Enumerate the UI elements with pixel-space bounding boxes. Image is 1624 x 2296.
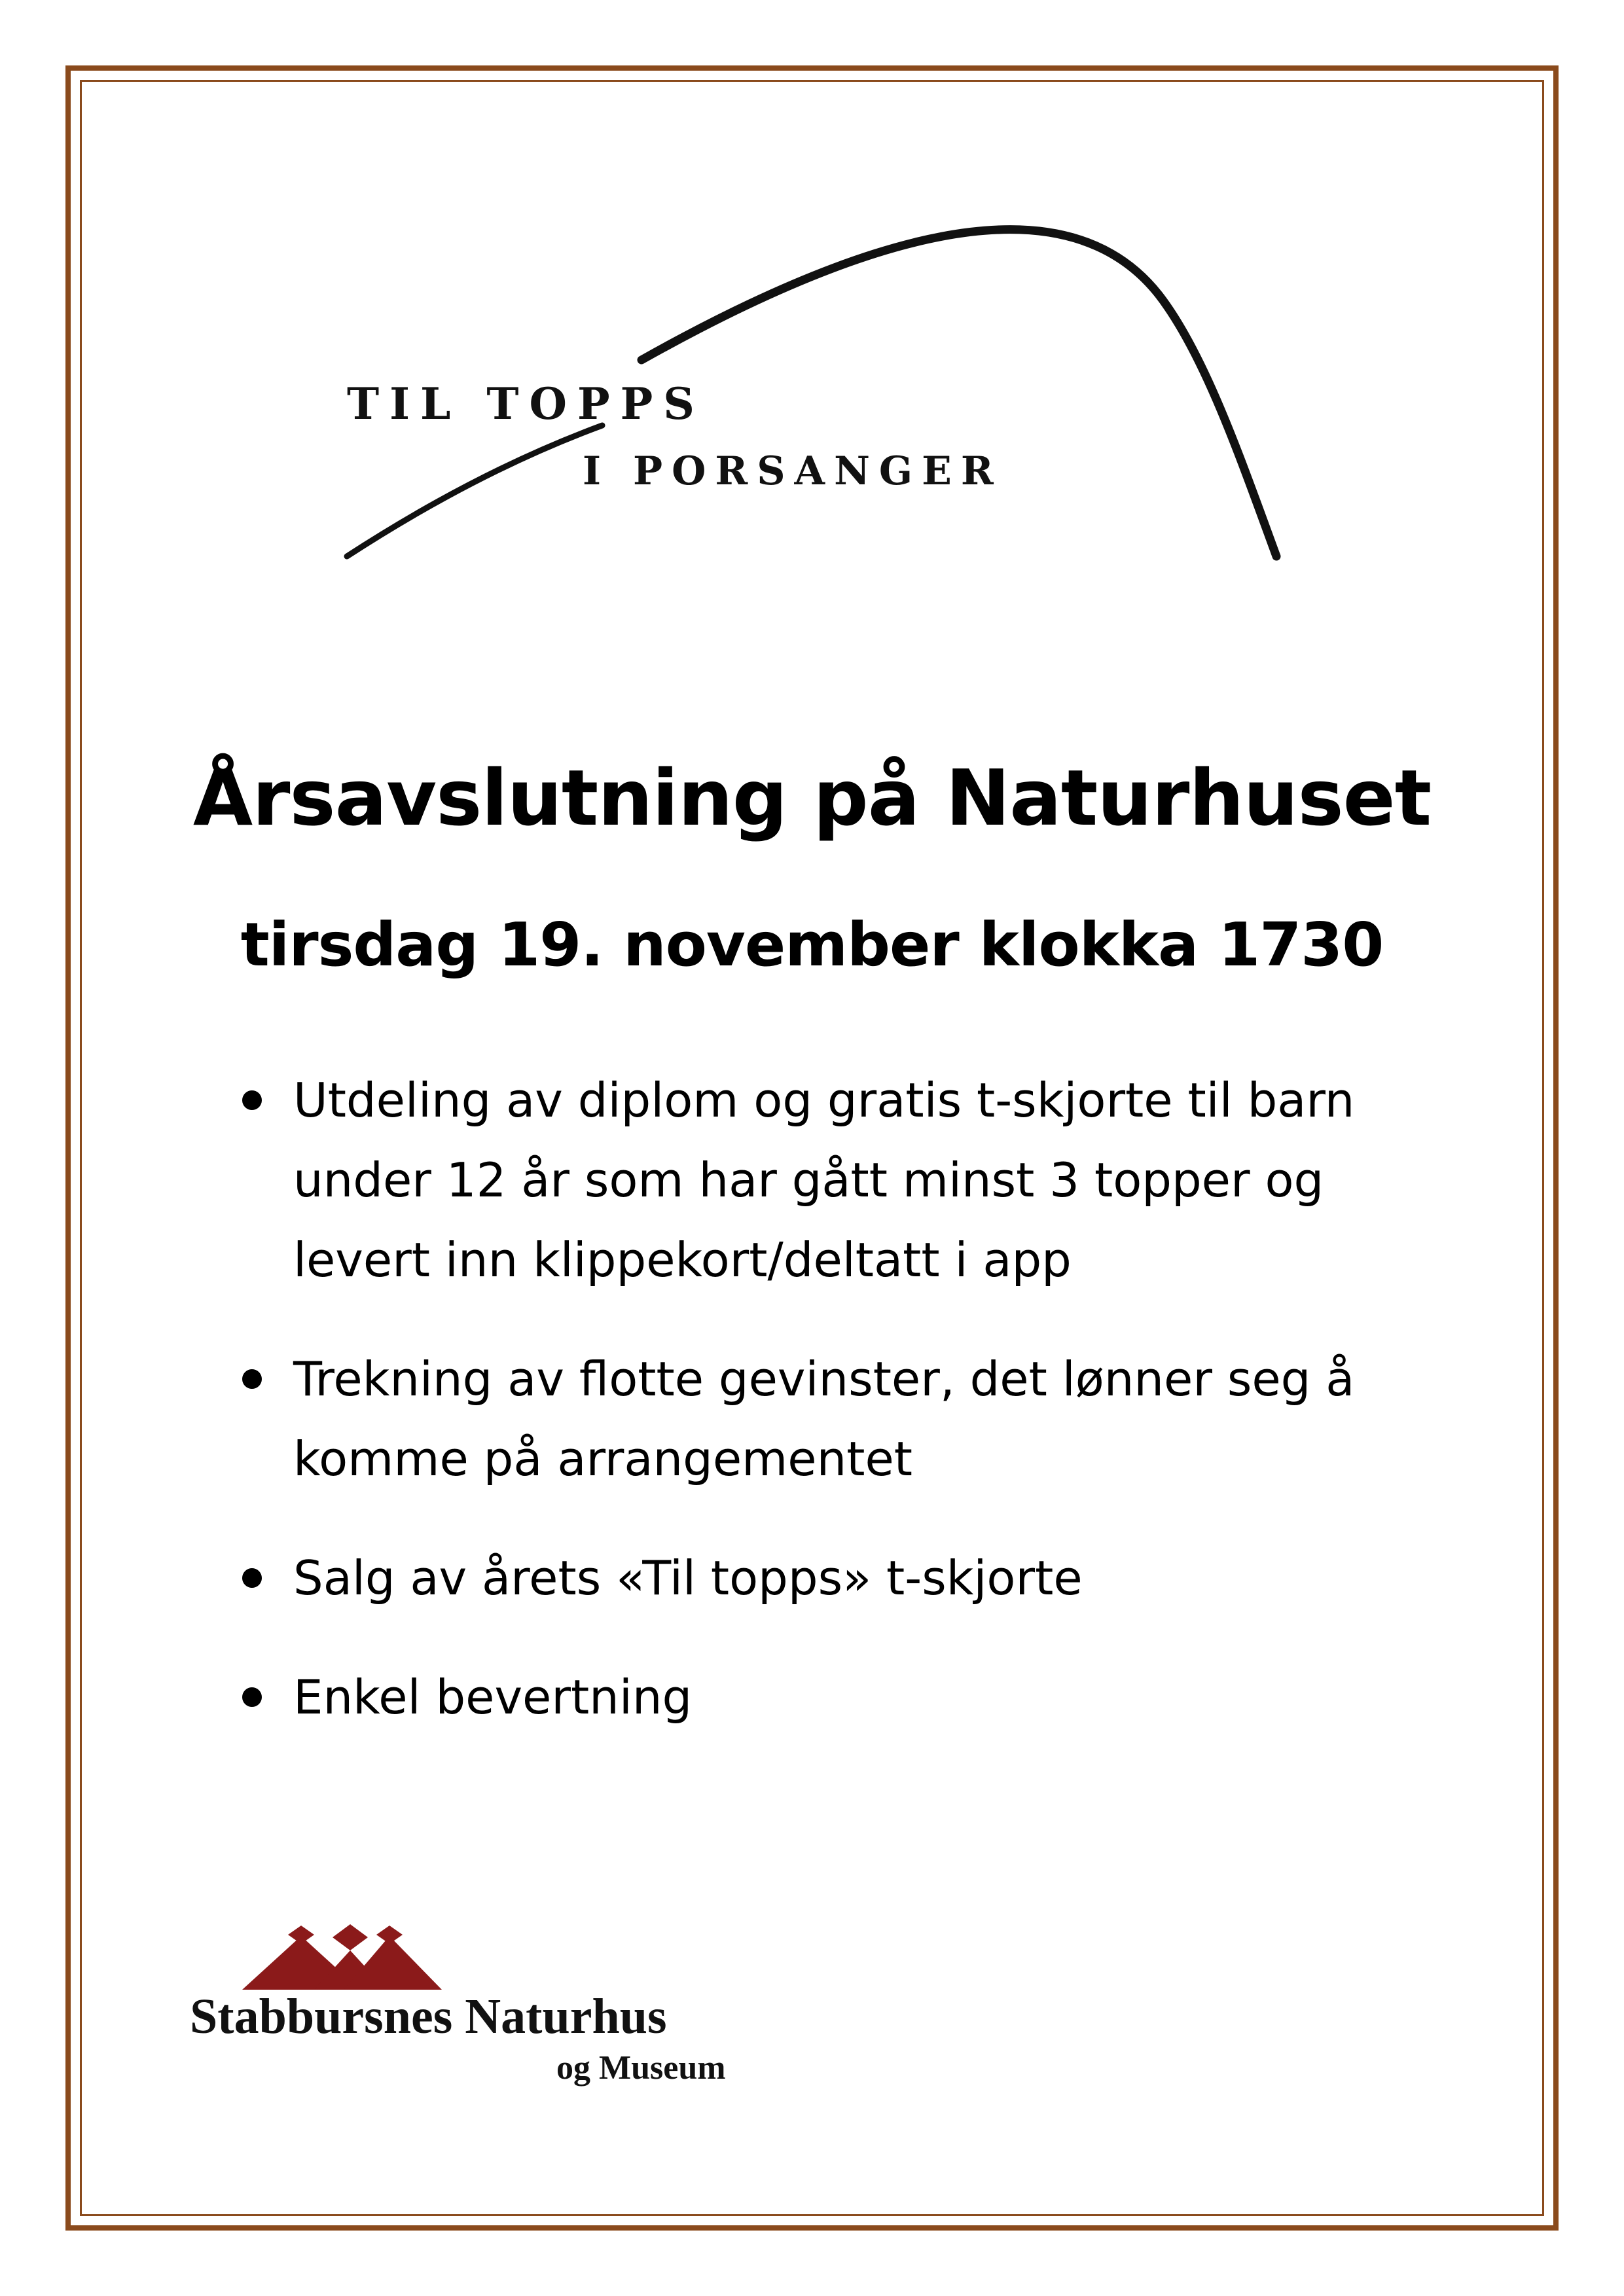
list-item-text: Trekning av flotte gevinster, det lønner seg å komme på arrangementet bbox=[293, 1352, 1355, 1486]
logo-line2: I PORSANGER bbox=[583, 448, 1003, 494]
list-item-text: Utdeling av diplom og gratis t-skjorte til barn under 12 år som har gått minst 3 topper og levert inn klippekort/deltatt i app bbox=[293, 1073, 1355, 1287]
stabbursnes-logo bbox=[190, 1924, 779, 2108]
brand-name: Stabbursnes Naturhus bbox=[190, 1989, 667, 2044]
brand-subtitle: og Museum bbox=[556, 2049, 726, 2087]
list-item bbox=[242, 1339, 1434, 1499]
bullet-icon bbox=[242, 1369, 262, 1389]
event-title: Årsavslutning på Naturhuset bbox=[192, 753, 1432, 843]
logo-line1: TIL TOPPS bbox=[347, 378, 705, 429]
list-item-text: Enkel bevertning bbox=[293, 1670, 693, 1725]
event-program-list bbox=[242, 1060, 1434, 1776]
list-item-text: Salg av årets «Til topps» t-skjorte bbox=[293, 1551, 1083, 1605]
list-item bbox=[242, 1060, 1434, 1300]
list-item bbox=[242, 1657, 1434, 1737]
til-topps-logo bbox=[327, 209, 1309, 576]
bullet-icon bbox=[242, 1687, 262, 1707]
event-datetime: tirsdag 19. november klokka 1730 bbox=[240, 910, 1384, 980]
mountains-icon bbox=[190, 1924, 517, 1996]
bullet-icon bbox=[242, 1568, 262, 1588]
list-item bbox=[242, 1538, 1434, 1618]
mountain-arc-icon bbox=[327, 209, 1309, 576]
bullet-icon bbox=[242, 1090, 262, 1110]
